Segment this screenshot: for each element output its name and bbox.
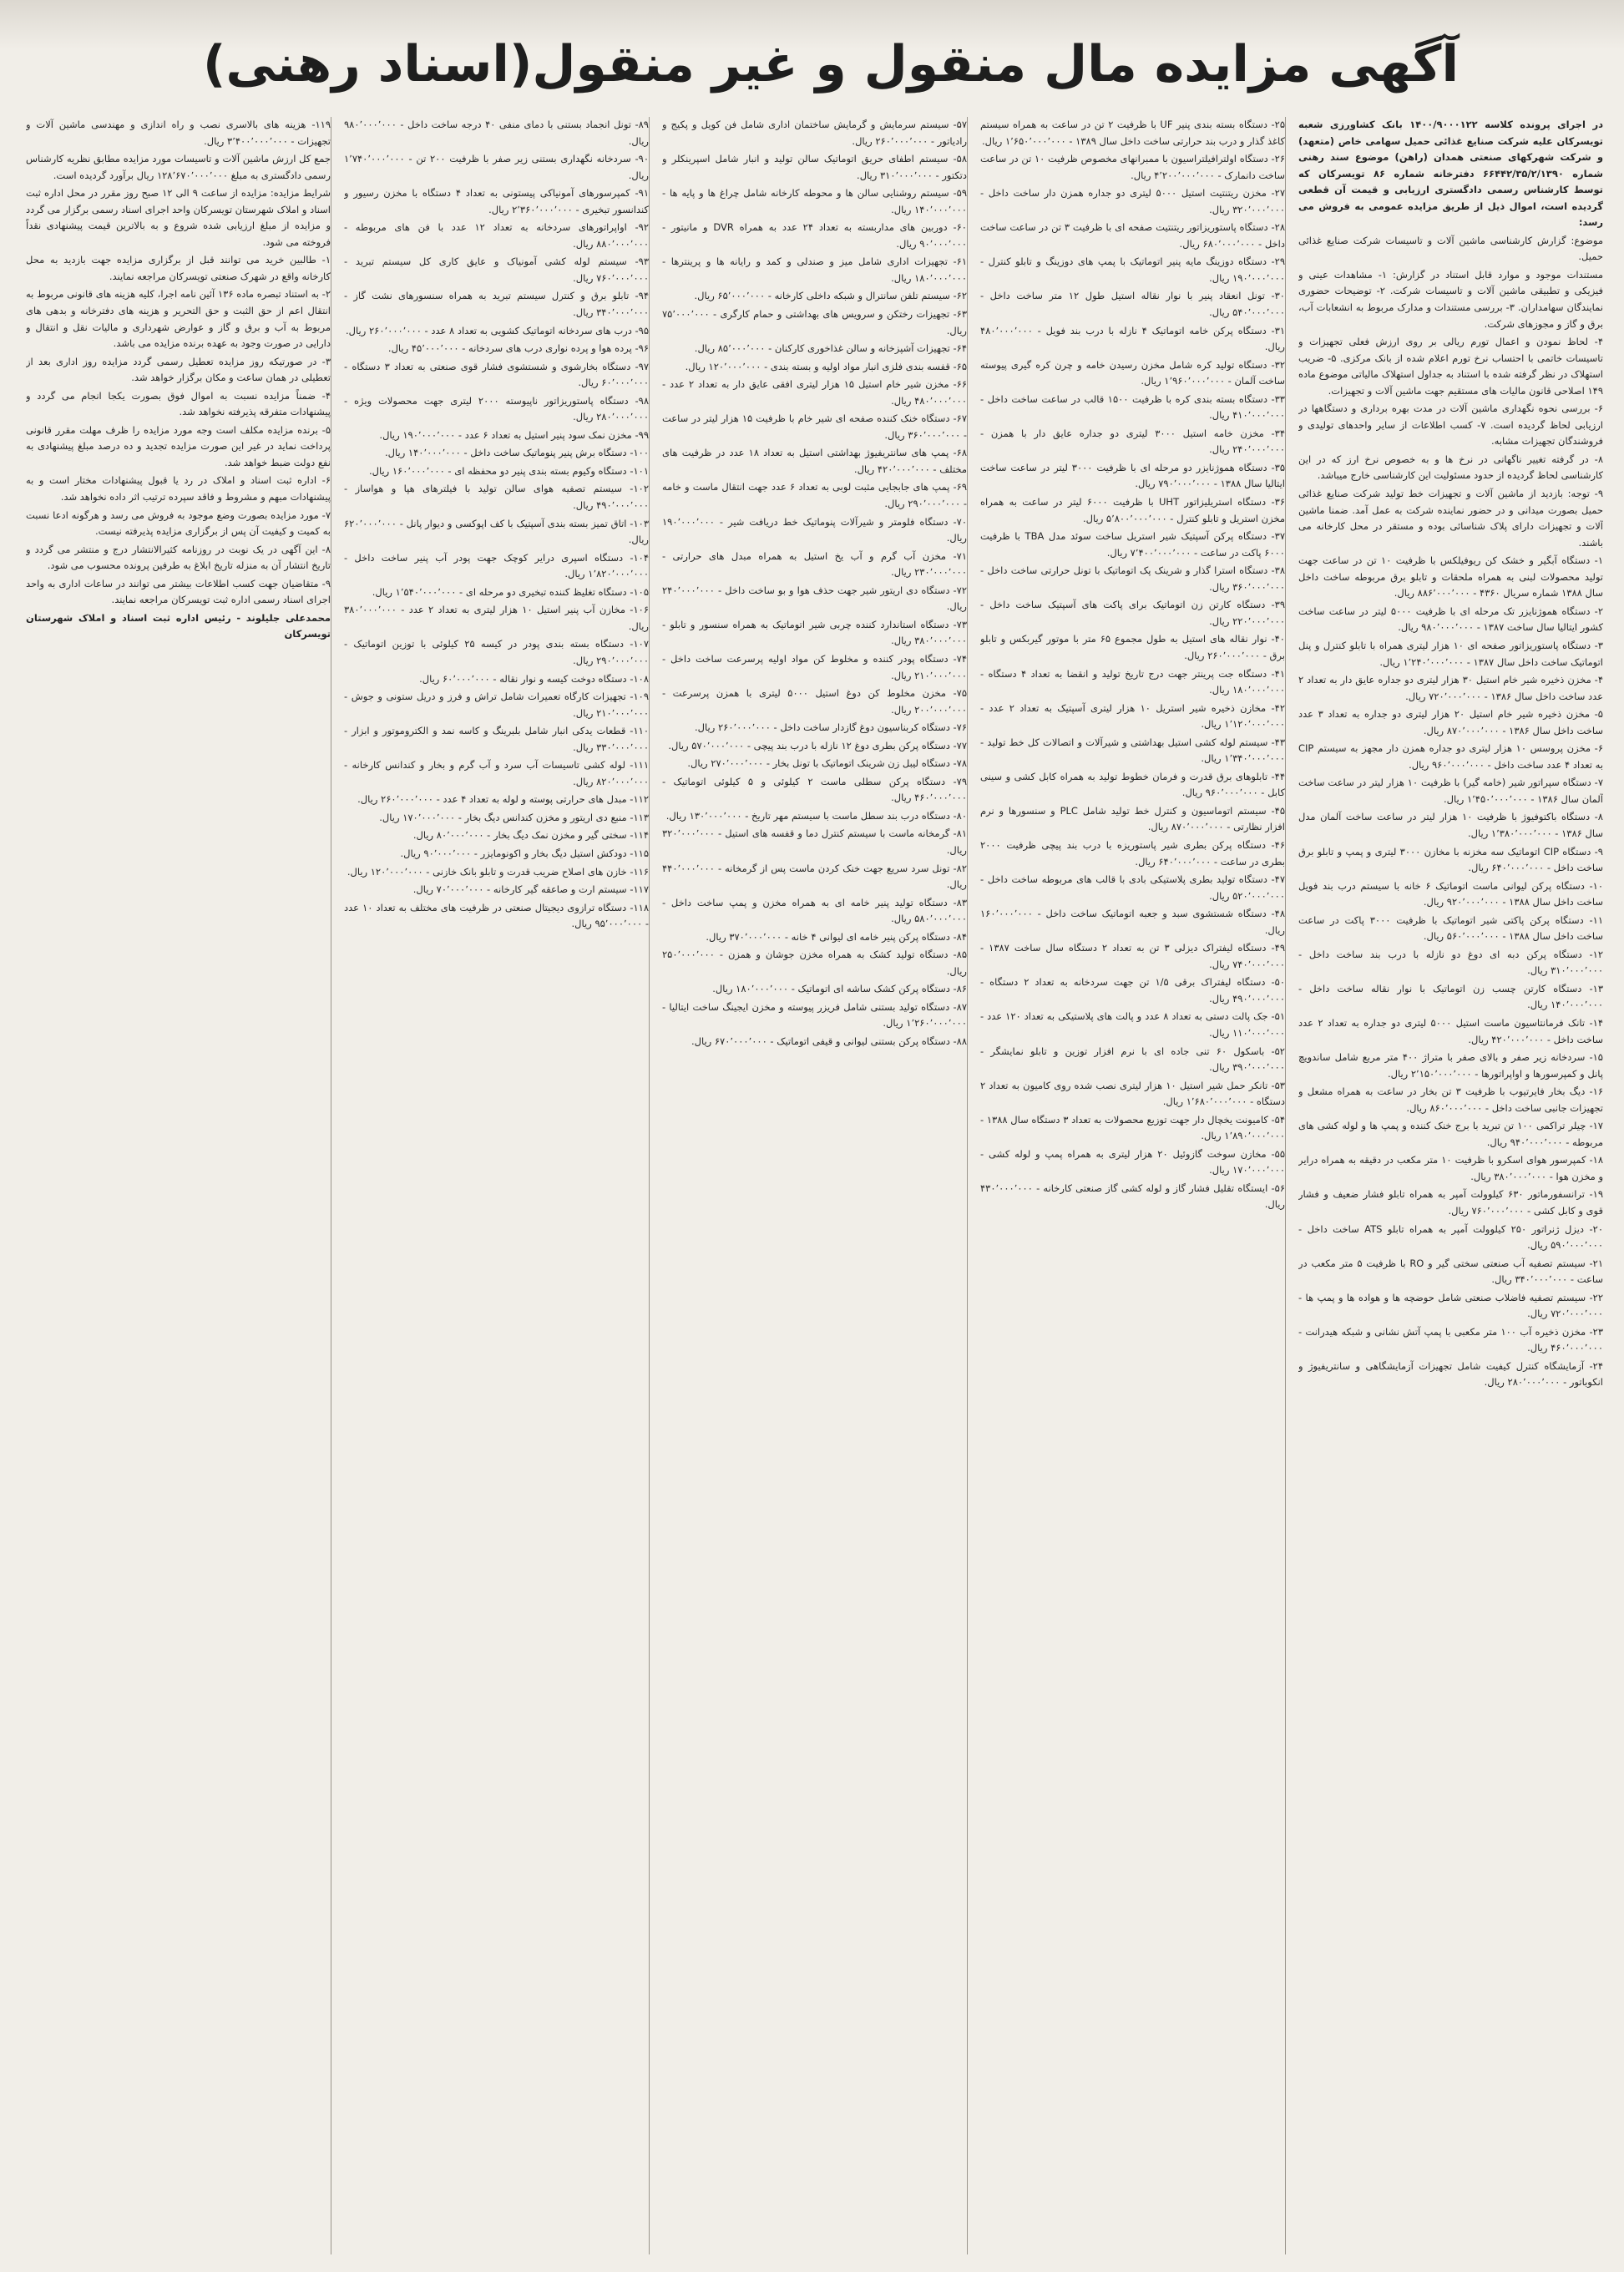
ad-paragraph: ۱۷- چیلر تراکمی ۱۰۰ تن تبرید با برج خنک کننده و پمپ ها و لوله کشی های مربوطه - ۹۴۰٬۰۰۰٬۰۰۰ ریال. — [1298, 1120, 1603, 1148]
ad-paragraph: ۲- به استناد تبصره ماده ۱۳۶ آئین نامه اجرا، کلیه هزینه های قانونی مربوط به انتقال اعم از حق الثبت و حق التحریر و هزینه های دفترخانه و بدهی های مربوط به آب و برق و گاز و عوارض شهرداری و مالیات نقل و انتقال و دارایی در صورت وجود به عهده برنده مزایده می باشد. — [26, 288, 331, 350]
ad-paragraph: ۲۰- دیزل ژنراتور ۲۵۰ کیلوولت آمپر به همراه تابلو ATS ساخت داخل - ۵۹۰٬۰۰۰٬۰۰۰ ریال. — [1298, 1222, 1603, 1252]
ad-paragraph: ۳۳- دستگاه بسته بندی کره با ظرفیت ۱۵۰۰ قالب در ساعت ساخت داخل - ۴۱۰٬۰۰۰٬۰۰۰ ریال. — [980, 392, 1285, 422]
ad-paragraph: ۵۷- سیستم سرمایش و گرمایش ساختمان اداری شامل فن کویل و پکیج و رادیاتور - ۲۶۰٬۰۰۰٬۰۰۰ ریال. — [662, 119, 967, 147]
ad-paragraph: ۷- دستگاه سپراتور شیر (خامه گیر) با ظرفیت ۱۰ هزار لیتر در ساعت ساخت آلمان سال ۱۳۸۶ - ۱٬۴۵۰٬۰۰۰٬۰۰۰ ریال. — [1298, 777, 1603, 805]
ad-paragraph: ۷۴- دستگاه پودر کننده و مخلوط کن مواد اولیه پرسرعت ساخت داخل - ۲۱۰٬۰۰۰٬۰۰۰ ریال. — [662, 652, 967, 681]
ad-paragraph: ۷۸- دستگاه لیبل زن شرینک اتوماتیک با تونل بخار - ۲۷۰٬۰۰۰٬۰۰۰ ریال. — [687, 757, 967, 770]
ad-paragraph: جمع کل ارزش ماشین آلات و تاسیسات مورد مزایده مطابق نظریه کارشناس رسمی دادگستری به مبلغ ۱۲۸٬۶۷۰٬۰۰۰٬۰۰۰ ریال برآورد گردیده است. — [26, 153, 331, 181]
ad-paragraph: ۸۲- تونل سرد سریع جهت خنک کردن ماست پس از گرمخانه - ۴۴۰٬۰۰۰٬۰۰۰ ریال. — [662, 862, 967, 891]
ad-paragraph: ۶۴- تجهیزات آشپزخانه و سالن غذاخوری کارکنان - ۸۵٬۰۰۰٬۰۰۰ ریال. — [694, 342, 967, 355]
ad-paragraph: ۵- برنده مزایده مکلف است وجه مورد مزایده را ظرف مهلت مقرر قانونی پرداخت نماید در غیر این صورت مزایده تجدید و ده درصد مبلغ پیشنهادی به نفع دولت ضبط خواهد شد. — [26, 423, 331, 468]
ad-paragraph: ۳۱- دستگاه پرکن خامه اتوماتیک ۴ نازله با درب بند فویل - ۴۸۰٬۰۰۰٬۰۰۰ ریال. — [980, 324, 1285, 353]
ad-paragraph: ۱۱۲- مبدل های حرارتی پوسته و لوله به تعداد ۴ عدد - ۲۶۰٬۰۰۰٬۰۰۰ ریال. — [357, 793, 649, 806]
ad-paragraph: ۸۹- تونل انجماد بستنی با دمای منفی ۴۰ درجه ساخت داخل - ۹۸۰٬۰۰۰٬۰۰۰ ریال. — [344, 119, 649, 147]
ad-paragraph: ۲۷- مخزن ریتنتیت استیل ۵۰۰۰ لیتری دو جداره همزن دار ساخت داخل - ۳۲۰٬۰۰۰٬۰۰۰ ریال. — [980, 187, 1285, 215]
ad-paragraph: ۱۰۳- اتاق تمیز بسته بندی آسپتیک با کف اپوکسی و دیوار پانل - ۶۲۰٬۰۰۰٬۰۰۰ ریال. — [344, 517, 649, 546]
ad-paragraph: ۱۴- تانک فرمانتاسیون ماست استیل ۵۰۰۰ لیتری دو جداره به تعداد ۲ عدد ساخت داخل - ۴۲۰٬۰۰۰٬۰۰۰ ریال. — [1298, 1016, 1603, 1045]
ad-paragraph: ۵۰- دستگاه لیفتراک برقی ۱/۵ تن جهت سردخانه به تعداد ۲ دستگاه - ۴۹۰٬۰۰۰٬۰۰۰ ریال. — [980, 976, 1285, 1004]
ad-paragraph: ۵۱- جک پالت دستی به تعداد ۸ عدد و پالت های پلاستیکی به تعداد ۱۲۰ عدد - ۱۱۰٬۰۰۰٬۰۰۰ ریال. — [980, 1010, 1285, 1039]
column-divider — [1285, 117, 1286, 2254]
ad-paragraph: ۱۰۶- مخازن آب پنیر استیل ۱۰ هزار لیتری به تعداد ۲ عدد - ۳۸۰٬۰۰۰٬۰۰۰ ریال. — [344, 604, 649, 632]
ad-paragraph: ۸۱- گرمخانه ماست با سیستم کنترل دما و قفسه های استیل - ۳۲۰٬۰۰۰٬۰۰۰ ریال. — [662, 827, 967, 856]
ad-paragraph: در اجرای پرونده کلاسه ۱۴۰۰/۹۰۰۰۱۲۲ بانک کشاورزی شعبه تویسرکان علیه شرکت صنایع غذائی حمیل سهامی خاص (متعهد) و شرکت شهرکهای صنعتی همدان (راهن) موضوع سند رهنی شماره ۶۶۴۴۲/۳۵/۲/۱۳۹۰ دفترخانه شماره ۸۶ تویسرکان که توسط کارشناس رسمی دادگستری ارزیابی و قیمت آن قطعی گردیده است، اموال ذیل از طریق مزایده عمومی به فروش می رسد: — [1298, 119, 1603, 229]
ad-paragraph: ۳۷- دستگاه پرکن آسپتیک شیر استریل ساخت سوئد مدل TBA با ظرفیت ۶۰۰۰ پاکت در ساعت - ۷٬۴۰۰٬۰۰۰٬۰۰۰ ریال. — [980, 530, 1285, 559]
ad-paragraph: ۷۹- دستگاه پرکن سطلی ماست ۲ کیلوئی و ۵ کیلوئی اتوماتیک - ۴۶۰٬۰۰۰٬۰۰۰ ریال. — [662, 775, 967, 804]
column-2 — [980, 117, 1285, 2254]
ad-paragraph: ۳۴- مخزن خامه استیل ۳۰۰۰ لیتری دو جداره عایق دار با همزن - ۲۴۰٬۰۰۰٬۰۰۰ ریال. — [980, 427, 1285, 456]
ad-paragraph: ۱۰۸- دستگاه دوخت کیسه و نوار نقاله - ۶۰٬۰۰۰٬۰۰۰ ریال. — [419, 672, 649, 685]
ad-paragraph: ۴- مخزن ذخیره شیر خام استیل ۳۰ هزار لیتری دو جداره عایق دار به تعداد ۲ عدد ساخت داخل سال ۱۳۸۶ - ۷۲۰٬۰۰۰٬۰۰۰ ریال. — [1298, 674, 1603, 702]
column-1 — [1298, 117, 1603, 2254]
ad-paragraph: ۲- دستگاه هموژنایزر تک مرحله ای با ظرفیت ۵۰۰۰ لیتر در ساعت ساخت کشور ایتالیا سال ساخت ۱۳۸۷ - ۹۸۰٬۰۰۰٬۰۰۰ ریال. — [1298, 605, 1603, 634]
ad-paragraph: ۴۵- سیستم اتوماسیون و کنترل خط تولید شامل PLC و سنسورها و نرم افزار نظارتی - ۸۷۰٬۰۰۰٬۰۰۰ ریال. — [980, 804, 1285, 833]
ad-paragraph: ۵۵- مخازن سوخت گازوئیل ۲۰ هزار لیتری به همراه پمپ و لوله کشی - ۱۷۰٬۰۰۰٬۰۰۰ ریال. — [980, 1147, 1285, 1176]
ad-paragraph: ۹۷- دستگاه بخارشوی و شستشوی فشار قوی صنعتی به تعداد ۳ دستگاه - ۶۰٬۰۰۰٬۰۰۰ ریال. — [344, 360, 649, 389]
ad-paragraph: ۳- دستگاه پاستوریزاتور صفحه ای ۱۰ هزار لیتری همراه با تابلو کنترل و پنل اتوماتیک ساخت داخل سال ۱۳۸۷ - ۱٬۲۴۰٬۰۰۰٬۰۰۰ ریال. — [1298, 639, 1603, 668]
ad-paragraph: ۱۰۴- دستگاه اسپری درایر کوچک جهت پودر آب پنیر ساخت داخل - ۱٬۸۲۰٬۰۰۰٬۰۰۰ ریال. — [344, 551, 649, 580]
ad-paragraph: ۹۸- دستگاه پاستوریزاتور ناپیوسته ۲۰۰۰ لیتری جهت محصولات ویژه - ۲۸۰٬۰۰۰٬۰۰۰ ریال. — [344, 394, 649, 423]
ad-paragraph: ۱۰۷- دستگاه بسته بندی پودر در کیسه ۲۵ کیلوئی با توزین اتوماتیک - ۲۹۰٬۰۰۰٬۰۰۰ ریال. — [344, 638, 649, 666]
ad-paragraph: ۷۲- دستگاه دی اریتور شیر جهت حذف هوا و بو ساخت داخل - ۲۴۰٬۰۰۰٬۰۰۰ ریال. — [662, 584, 967, 613]
ad-paragraph: ۸۳- دستگاه تولید پنیر خامه ای به همراه مخزن و پمپ ساخت داخل - ۵۸۰٬۰۰۰٬۰۰۰ ریال. — [662, 896, 967, 925]
ad-paragraph: ۳۵- دستگاه هموژنایزر دو مرحله ای با ظرفیت ۳۰۰۰ لیتر در ساعت ساخت ایتالیا سال ۱۳۸۸ - ۷۹۰٬۰۰۰٬۰۰۰ ریال. — [980, 461, 1285, 490]
ad-paragraph: ۱۰۱- دستگاه وکیوم بسته بندی پنیر دو محفظه ای - ۱۶۰٬۰۰۰٬۰۰۰ ریال. — [368, 464, 649, 477]
ad-paragraph: ۴- لحاظ نمودن و اعمال تورم ریالی بر روی ارزش فعلی تجهیزات و تاسیسات خاتمی با احتساب نرخ تورم اعلام شده از بانک مرکزی. ۵- ضریب استهلاک در نظر گرفته شده با استناد به جداول استهلاک مالیاتی موضوع ماده ۱۴۹ اصلاحی قانون مالیات های مستقیم جهت ماشین آلات و تجهیزات. — [1298, 336, 1603, 397]
column-divider — [967, 117, 968, 2254]
ad-paragraph: ۶- بررسی نحوه نگهداری ماشین آلات در مدت بهره برداری و دستگاهها در ارزیابی لحاظ گردیده است. ۷- کسب اطلاعات از سایر واحدهای تولیدی و فروشندگان تجهیزات مشابه. — [1298, 402, 1603, 448]
ad-paragraph: ۶۵- قفسه بندی فلزی انبار مواد اولیه و بسته بندی - ۱۲۰٬۰۰۰٬۰۰۰ ریال. — [685, 360, 967, 372]
ad-paragraph: ۱۱۰- قطعات یدکی انبار شامل بلبرینگ و کاسه نمد و الکتروموتور و ابزار - ۳۳۰٬۰۰۰٬۰۰۰ ریال. — [344, 725, 649, 753]
ad-paragraph: ۸- این آگهی در یک نوبت در روزنامه کثیرالانتشار درج و منتشر می گردد و تاریخ انتشار آن به منزله تاریخ ابلاغ به طرفین پرونده محسوب می شود. — [26, 543, 331, 572]
ad-paragraph: ۹۳- سیستم لوله کشی آمونیاک و عایق کاری کل سیستم تبرید - ۷۶۰٬۰۰۰٬۰۰۰ ریال. — [344, 256, 649, 284]
ad-paragraph: ۶۲- سیستم تلفن سانترال و شبکه داخلی کارخانه - ۶۵٬۰۰۰٬۰۰۰ ریال. — [694, 290, 967, 302]
ad-paragraph: مستندات موجود و موارد قابل استناد در گزارش: ۱- مشاهدات عینی و فیزیکی و تطبیقی ماشین آلات و تاسیسات شرکت. ۲- توضیحات حضوری نمایندگان سهامداران. ۳- بررسی مستندات و مدارک مربوط به انشعابات آب، برق و گاز و مجوزهای شرکت. — [1298, 268, 1603, 330]
ad-paragraph: ۲۲- سیستم تصفیه فاضلاب صنعتی شامل حوضچه ها و هواده ها و پمپ ها - ۷۲۰٬۰۰۰٬۰۰۰ ریال. — [1298, 1291, 1603, 1320]
ad-paragraph: ۱۰۲- سیستم تصفیه هوای سالن تولید با فیلترهای هپا و هواساز - ۴۹۰٬۰۰۰٬۰۰۰ ریال. — [344, 483, 649, 512]
ad-paragraph: ۱۹- ترانسفورماتور ۶۳۰ کیلوولت آمپر به همراه تابلو فشار ضعیف و فشار قوی و کابل کشی - ۷۶۰٬۰۰۰٬۰۰۰ ریال. — [1298, 1188, 1603, 1217]
ad-paragraph: ۱۵- سردخانه زیر صفر و بالای صفر با متراژ ۴۰۰ متر مربع شامل ساندویچ پانل و کمپرسورها و اواپراتورها - ۲٬۱۵۰٬۰۰۰٬۰۰۰ ریال. — [1298, 1051, 1603, 1080]
ad-paragraph: ۳۶- دستگاه استریلیزاتور UHT با ظرفیت ۶۰۰۰ لیتر در ساعت به همراه مخزن استریل و تابلو کنترل - ۵٬۸۰۰٬۰۰۰٬۰۰۰ ریال. — [980, 496, 1285, 524]
ad-paragraph: ۵- مخزن ذخیره شیر خام استیل ۲۰ هزار لیتری دو جداره به تعداد ۳ عدد ساخت داخل سال ۱۳۸۶ - ۸۷۰٬۰۰۰٬۰۰۰ ریال. — [1298, 708, 1603, 736]
ad-paragraph: ۱۰۰- دستگاه برش پنیر پنوماتیک ساخت داخل - ۱۴۰٬۰۰۰٬۰۰۰ ریال. — [384, 447, 649, 459]
ad-paragraph: ۵۲- باسکول ۶۰ تنی جاده ای با نرم افزار توزین و تابلو نمایشگر - ۳۹۰٬۰۰۰٬۰۰۰ ریال. — [980, 1045, 1285, 1074]
ad-paragraph: شرایط مزایده: مزایده از ساعت ۹ الی ۱۲ صبح روز مقرر در محل اداره ثبت اسناد و املاک شهرستان تویسرکان واحد اجرای اسناد رسمی برگزار می گردد و مزایده از مبلغ ارزیابی شده شروع و به بالاترین قیمت پیشنهادی نقداً فروخته می شود. — [26, 187, 331, 248]
ad-paragraph: ۲۴- آزمایشگاه کنترل کیفیت شامل تجهیزات آزمایشگاهی و سانتریفیوژ و انکوباتور - ۲۸۰٬۰۰۰٬۰۰۰ ریال. — [1298, 1359, 1603, 1389]
ad-paragraph: ۴۷- دستگاه تولید بطری پلاستیکی بادی با قالب های مربوطه ساخت داخل - ۵۲۰٬۰۰۰٬۰۰۰ ریال. — [980, 873, 1285, 902]
ad-paragraph: ۳۲- دستگاه تولید کره شامل مخزن رسیدن خامه و چرن کره گیری پیوسته ساخت آلمان - ۱٬۹۶۰٬۰۰۰٬۰۰۰ ریال. — [980, 358, 1285, 387]
ad-paragraph: ۱۱۳- منبع دی اریتور و مخزن کندانس دیگ بخار - ۱۷۰٬۰۰۰٬۰۰۰ ریال. — [379, 811, 649, 823]
ad-paragraph: ۹۶- پرده هوا و پرده نواری درب های سردخانه - ۴۵٬۰۰۰٬۰۰۰ ریال. — [387, 342, 649, 355]
ad-paragraph: ۲۵- دستگاه بسته بندی پنیر UF با ظرفیت ۲ تن در ساعت به همراه سیستم کاغذ گذار و درب بند حرارتی ساخت داخل سال ۱۳۸۹ - ۱٬۶۵۰٬۰۰۰٬۰۰۰ ریال. — [980, 119, 1285, 147]
ad-paragraph: ۹- توجه: بازدید از ماشین آلات و تجهیزات خط تولید شرکت صنایع غذائی حمیل بصورت میدانی و در حضور نماینده شرکت به عمل آمد. ضمنا ماشین آلات و تجهیزات دارای پلاک شناسائی بوده و مستقر در محل کارخانه می باشند. — [1298, 488, 1603, 549]
column-4 — [344, 117, 649, 2254]
ad-paragraph: ۴۹- دستگاه لیفتراک دیزلی ۳ تن به تعداد ۲ دستگاه سال ساخت ۱۳۸۷ - ۷۴۰٬۰۰۰٬۰۰۰ ریال. — [980, 942, 1285, 970]
ad-paragraph: ۴- ضمناً مزایده نسبت به اموال فوق بصورت یکجا انجام می گردد و پیشنهادات متفرقه پذیرفته نخواهد شد. — [26, 389, 331, 418]
ad-paragraph: ۵۹- سیستم روشنایی سالن ها و محوطه کارخانه شامل چراغ ها و پایه ها - ۱۴۰٬۰۰۰٬۰۰۰ ریال. — [662, 187, 967, 215]
ad-paragraph: ۶۳- تجهیزات رختکن و سرویس های بهداشتی و حمام کارگری - ۷۵٬۰۰۰٬۰۰۰ ریال. — [662, 308, 967, 336]
ad-paragraph: ۱۱۶- خازن های اصلاح ضریب قدرت و تابلو بانک خازنی - ۱۲۰٬۰۰۰٬۰۰۰ ریال. — [347, 865, 649, 878]
ad-body — [25, 117, 1603, 2254]
ad-paragraph: ۲۹- دستگاه دوزینگ مایه پنیر اتوماتیک با پمپ های دوزینگ و تابلو کنترل - ۱۹۰٬۰۰۰٬۰۰۰ ریال. — [980, 256, 1285, 284]
ad-paragraph: ۹۰- سردخانه نگهداری بستنی زیر صفر با ظرفیت ۲۰۰ تن - ۱٬۷۴۰٬۰۰۰٬۰۰۰ ریال. — [344, 153, 649, 181]
ad-paragraph: ۲۸- دستگاه پاستوریزاتور ریتنتیت صفحه ای با ظرفیت ۳ تن در ساعت ساخت داخل - ۶۸۰٬۰۰۰٬۰۰۰ ریال. — [980, 221, 1285, 250]
ad-paragraph: ۶۹- پمپ های جابجایی مثبت لوبی به تعداد ۶ عدد جهت انتقال ماست و خامه - ۲۹۰٬۰۰۰٬۰۰۰ ریال. — [662, 481, 967, 510]
ad-paragraph: ۲۶- دستگاه اولترافیلتراسیون با ممبرانهای مخصوص ظرفیت ۱۰ تن در ساعت ساخت دانمارک - ۴٬۲۰۰٬۰۰۰٬۰۰۰ ریال. — [980, 153, 1285, 181]
ad-paragraph: ۷۳- دستگاه استاندارد کننده چربی شیر اتوماتیک به همراه سنسور و تابلو - ۳۸۰٬۰۰۰٬۰۰۰ ریال. — [662, 618, 967, 647]
ad-paragraph: ۴۲- مخازن ذخیره شیر استریل ۱۰ هزار لیتری آسپتیک به تعداد ۲ عدد - ۱٬۱۲۰٬۰۰۰٬۰۰۰ ریال. — [980, 701, 1285, 731]
ad-paragraph: ۳۸- دستگاه استرا گذار و شرینک پک اتوماتیک با تونل حرارتی ساخت داخل - ۳۶۰٬۰۰۰٬۰۰۰ ریال. — [980, 564, 1285, 593]
column-3 — [662, 117, 967, 2254]
ad-paragraph: ۸- در گرفته تغییر ناگهانی در نرخ ها و به خصوص نرخ ارز که در این کارشناسی لحاظ گردیده از حدود مسئولیت این کارشناسی خارج میباشد. — [1298, 453, 1603, 482]
ad-paragraph: ۹۹- مخزن نمک سود پنیر استیل به تعداد ۶ عدد - ۱۹۰٬۰۰۰٬۰۰۰ ریال. — [379, 428, 649, 441]
ad-paragraph: ۱۳- دستگاه کارتن چسب زن اتوماتیک با نوار نقاله ساخت داخل - ۱۴۰٬۰۰۰٬۰۰۰ ریال. — [1298, 982, 1603, 1011]
ad-paragraph: ۷۶- دستگاه کربناسیون دوغ گازدار ساخت داخل - ۲۶۰٬۰۰۰٬۰۰۰ ریال. — [695, 721, 967, 734]
ad-paragraph: ۶- اداره ثبت اسناد و املاک در رد یا قبول پیشنهادات مختار است و به پیشنهادات مبهم و مشروط و فاقد سپرده ترتیب اثر داده نخواهد شد. — [26, 474, 331, 503]
ad-paragraph: ۴۰- نوار نقاله های استیل به طول مجموع ۶۵ متر با موتور گیربکس و تابلو برق - ۲۶۰٬۰۰۰٬۰۰۰ ریال. — [980, 633, 1285, 661]
ad-paragraph: ۱۰- دستگاه پرکن لیوانی ماست اتوماتیک ۶ خانه با سیستم درب بند فویل ساخت داخل سال ۱۳۸۸ - ۹۲۰٬۰۰۰٬۰۰۰ ریال. — [1298, 879, 1603, 908]
ad-paragraph: ۸۸- دستگاه پرکن بستنی لیوانی و قیفی اتوماتیک - ۶۷۰٬۰۰۰٬۰۰۰ ریال. — [691, 1035, 967, 1047]
ad-paragraph: موضوع: گزارش کارشناسی ماشین آلات و تاسیسات شرکت صنایع غذائی حمیل. — [1298, 234, 1603, 263]
ad-paragraph: ۳۰- تونل انعقاد پنیر با نوار نقاله استیل طول ۱۲ متر ساخت داخل - ۵۴۰٬۰۰۰٬۰۰۰ ریال. — [980, 290, 1285, 319]
ad-paragraph: ۸۷- دستگاه تولید بستنی شامل فریزر پیوسته و مخزن ایجینگ ساخت ایتالیا - ۱٬۲۶۰٬۰۰۰٬۰۰۰ ریال. — [662, 1000, 967, 1030]
ad-paragraph: ۴۴- تابلوهای برق قدرت و فرمان خطوط تولید به همراه کابل کشی و سینی کابل - ۹۶۰٬۰۰۰٬۰۰۰ ریال. — [980, 770, 1285, 799]
ad-paragraph: ۱۱۹- هزینه های بالاسری نصب و راه اندازی و مهندسی ماشین آلات و تجهیزات - ۳٬۴۰۰٬۰۰۰٬۰۰۰ ریال. — [26, 119, 331, 147]
ad-paragraph: ۶۰- دوربین های مداربسته به تعداد ۲۴ عدد به همراه DVR و مانیتور - ۹۰٬۰۰۰٬۰۰۰ ریال. — [662, 221, 967, 250]
ad-paragraph: ۶۶- مخزن شیر خام استیل ۱۵ هزار لیتری افقی عایق دار به تعداد ۲ عدد - ۴۸۰٬۰۰۰٬۰۰۰ ریال. — [662, 378, 967, 407]
ad-paragraph: ۹۵- درب های سردخانه اتوماتیک کشویی به تعداد ۸ عدد - ۲۶۰٬۰۰۰٬۰۰۰ ریال. — [346, 324, 649, 336]
ad-paragraph: ۱- دستگاه آبگیر و خشک کن ریوفیلکس با ظرفیت ۱۰ تن در ساعت جهت تولید محصولات لبنی به همراه ملحقات و تابلو برق مربوطه ساخت داخل سال ۱۳۸۸ شماره سریال ۴۳۶۰ - ۸۸۶٬۰۰۰٬۰۰۰ ریال. — [1298, 554, 1603, 600]
ad-paragraph: ۱۱۱- لوله کشی تاسیسات آب سرد و آب گرم و بخار و کندانس کارخانه - ۸۲۰٬۰۰۰٬۰۰۰ ریال. — [344, 759, 649, 787]
ad-title: آگهی مزایده مال منقول و غیر منقول(اسناد رهنی) — [202, 35, 1460, 94]
ad-paragraph: ۱۰۹- تجهیزات کارگاه تعمیرات شامل تراش و فرز و دریل ستونی و جوش - ۲۱۰٬۰۰۰٬۰۰۰ ریال. — [344, 691, 649, 719]
ad-paragraph: ۶۱- تجهیزات اداری شامل میز و صندلی و کمد و رایانه ها و پرینترها - ۱۸۰٬۰۰۰٬۰۰۰ ریال. — [662, 256, 967, 284]
ad-paragraph: ۷۵- مخزن مخلوط کن دوغ استیل ۵۰۰۰ لیتری با همزن پرسرعت - ۲۰۰٬۰۰۰٬۰۰۰ ریال. — [662, 687, 967, 716]
ad-paragraph: ۱۲- دستگاه پرکن دبه ای دوغ دو نازله با درب بند ساخت داخل - ۳۱۰٬۰۰۰٬۰۰۰ ریال. — [1298, 948, 1603, 977]
column-divider — [649, 117, 650, 2254]
ad-paragraph: ۷- مورد مزایده بصورت وضع موجود به فروش می رسد و هرگونه ادعا نسبت به کمیت و کیفیت آن پس از برگزاری مزایده پذیرفته نیست. — [26, 509, 331, 538]
ad-paragraph: ۹- متقاضیان جهت کسب اطلاعات بیشتر می توانند در ساعات اداری به واحد اجرای اسناد رسمی اداره ثبت تویسرکان مراجعه نمایند. — [26, 577, 331, 606]
ad-paragraph: ۵۳- تانکر حمل شیر استیل ۱۰ هزار لیتری نصب شده روی کامیون به تعداد ۲ دستگاه - ۱٬۶۸۰٬۰۰۰٬۰۰۰ ریال. — [980, 1079, 1285, 1108]
ad-paragraph: ۴۸- دستگاه شستشوی سبد و جعبه اتوماتیک ساخت داخل - ۱۶۰٬۰۰۰٬۰۰۰ ریال. — [980, 908, 1285, 936]
ad-paragraph: ۹۱- کمپرسورهای آمونیاکی پیستونی به تعداد ۴ دستگاه با مخزن رسیور و کندانسور تبخیری - ۲٬۳۶۰٬۰۰۰٬۰۰۰ ریال. — [344, 187, 649, 215]
ad-paragraph: ۱۱۵- دودکش استیل دیگ بخار و اکونومایزر - ۹۰٬۰۰۰٬۰۰۰ ریال. — [400, 847, 649, 859]
ad-paragraph: ۷۷- دستگاه پرکن بطری دوغ ۱۲ نازله با درب بند پیچی - ۵۷۰٬۰۰۰٬۰۰۰ ریال. — [668, 739, 967, 751]
ad-paragraph: ۸- دستگاه باکتوفیوژ با ظرفیت ۱۰ هزار لیتر در ساعت ساخت آلمان مدل سال ۱۳۸۶ - ۱٬۳۸۰٬۰۰۰٬۰۰۰ ریال. — [1298, 811, 1603, 839]
ad-paragraph: ۲۳- مخزن ذخیره آب ۱۰۰ متر مکعبی با پمپ آتش نشانی و شبکه هیدرانت - ۴۶۰٬۰۰۰٬۰۰۰ ریال. — [1298, 1325, 1603, 1354]
ad-paragraph: ۹۲- اواپراتورهای سردخانه به تعداد ۱۲ عدد با فن های مربوطه - ۸۸۰٬۰۰۰٬۰۰۰ ریال. — [344, 221, 649, 250]
ad-paragraph: ۹- دستگاه CIP اتوماتیک سه مخزنه با مخازن ۳۰۰۰ لیتری و پمپ و تابلو برق ساخت داخل - ۶۴۰٬۰۰۰٬۰۰۰ ریال. — [1298, 845, 1603, 874]
ad-paragraph: ۵۸- سیستم اطفای حریق اتوماتیک سالن تولید و انبار شامل اسپرینکلر و دتکتور - ۳۱۰٬۰۰۰٬۰۰۰ ریال. — [662, 153, 967, 181]
ad-paragraph: ۶۷- دستگاه خنک کننده صفحه ای شیر خام با ظرفیت ۱۵ هزار لیتر در ساعت - ۳۶۰٬۰۰۰٬۰۰۰ ریال. — [662, 412, 967, 441]
ad-paragraph: ۵۶- ایستگاه تقلیل فشار گاز و لوله کشی گاز صنعتی کارخانه - ۴۳۰٬۰۰۰٬۰۰۰ ریال. — [980, 1182, 1285, 1211]
ad-paragraph: ۱۰۵- دستگاه تغلیظ کننده تبخیری دو مرحله ای - ۱٬۵۴۰٬۰۰۰٬۰۰۰ ریال. — [372, 585, 649, 598]
signature-line: محمدعلی جلیلوند - رئیس اداره ثبت اسناد و املاک شهرستان تویسرکان — [26, 611, 331, 640]
ad-paragraph: ۱۱- دستگاه پرکن پاکتی شیر اتوماتیک با ظرفیت ۳۰۰۰ پاکت در ساعت ساخت داخل سال ۱۳۸۸ - ۵۶۰٬۰۰۰٬۰۰۰ ریال. — [1298, 913, 1603, 943]
ad-paragraph: ۸۶- دستگاه پرکن کشک ساشه ای اتوماتیک - ۱۸۰٬۰۰۰٬۰۰۰ ریال. — [712, 983, 967, 995]
ad-paragraph: ۷۱- مخزن آب گرم و آب یخ استیل به همراه مبدل های حرارتی - ۲۳۰٬۰۰۰٬۰۰۰ ریال. — [662, 549, 967, 579]
column-5 — [26, 117, 331, 2254]
ad-paragraph: ۱۱۴- سختی گیر و مخزن نمک دیگ بخار - ۸۰٬۰۰۰٬۰۰۰ ریال. — [412, 829, 649, 842]
ad-paragraph: ۳۹- دستگاه کارتن زن اتوماتیک برای پاکت های آسپتیک ساخت داخل - ۲۲۰٬۰۰۰٬۰۰۰ ریال. — [980, 599, 1285, 627]
ad-paragraph: ۴۳- سیستم لوله کشی استیل بهداشتی و شیرآلات و اتصالات کل خط تولید - ۱٬۳۴۰٬۰۰۰٬۰۰۰ ریال. — [980, 736, 1285, 765]
ad-paragraph: ۱۸- کمپرسور هوای اسکرو با ظرفیت ۱۰ متر مکعب در دقیقه به همراه درایر و مخزن هوا - ۳۸۰٬۰۰۰٬۰۰۰ ریال. — [1298, 1154, 1603, 1182]
ad-header — [67, 25, 1595, 104]
ad-paragraph: ۶۸- پمپ های سانتریفیوژ بهداشتی استیل به تعداد ۱۸ عدد در ظرفیت های مختلف - ۴۲۰٬۰۰۰٬۰۰۰ ریال. — [662, 447, 967, 475]
ad-paragraph: ۱- طالبین خرید می توانند قبل از برگزاری مزایده جهت بازدید به محل کارخانه واقع در شهرک صنعتی تویسرکان مراجعه نمایند. — [26, 254, 331, 282]
ad-paragraph: ۴۱- دستگاه جت پرینتر جهت درج تاریخ تولید و انقضا به تعداد ۴ دستگاه - ۱۸۰٬۰۰۰٬۰۰۰ ریال. — [980, 667, 1285, 696]
ad-paragraph: ۶- مخزن پروسس ۱۰ هزار لیتری دو جداره همزن دار مجهز به سیستم CIP به تعداد ۴ عدد ساخت داخل - ۹۶۰٬۰۰۰٬۰۰۰ ریال. — [1298, 742, 1603, 771]
ad-paragraph: ۴۶- دستگاه پرکن بطری شیر پاستوریزه با درب بند پیچی ظرفیت ۲۰۰۰ بطری در ساعت - ۶۴۰٬۰۰۰٬۰۰۰ ریال. — [980, 838, 1285, 868]
ad-paragraph: ۳- در صورتیکه روز مزایده تعطیل رسمی گردد مزایده روز اداری بعد از تعطیلی در همان ساعت و مکان برگزار خواهد شد. — [26, 355, 331, 384]
ad-paragraph: ۵۴- کامیونت یخچال دار جهت توزیع محصولات به تعداد ۳ دستگاه سال ۱۳۸۸ - ۱٬۸۹۰٬۰۰۰٬۰۰۰ ریال. — [980, 1113, 1285, 1142]
ad-paragraph: ۱۱۸- دستگاه ترازوی دیجیتال صنعتی در ظرفیت های مختلف به تعداد ۱۰ عدد - ۹۵٬۰۰۰٬۰۰۰ ریال. — [344, 901, 649, 930]
ad-paragraph: ۸۰- دستگاه درب بند سطل ماست با سیستم مهر تاریخ - ۱۳۰٬۰۰۰٬۰۰۰ ریال. — [665, 809, 967, 822]
ad-paragraph: ۸۴- دستگاه پرکن پنیر خامه ای لیوانی ۴ خانه - ۳۷۰٬۰۰۰٬۰۰۰ ریال. — [706, 930, 967, 943]
ad-paragraph: ۹۴- تابلو برق و کنترل سیستم تبرید به همراه سنسورهای نشت گاز - ۳۴۰٬۰۰۰٬۰۰۰ ریال. — [344, 290, 649, 319]
ad-paragraph: ۷۰- دستگاه فلومتر و شیرآلات پنوماتیک خط دریافت شیر - ۱۹۰٬۰۰۰٬۰۰۰ ریال. — [662, 515, 967, 544]
ad-paragraph: ۱۶- دیگ بخار فایرتیوب با ظرفیت ۳ تن بخار در ساعت به همراه مشعل و تجهیزات جانبی ساخت داخل - ۸۶۰٬۰۰۰٬۰۰۰ ریال. — [1298, 1085, 1603, 1114]
ad-paragraph: ۲۱- سیستم تصفیه آب صنعتی سختی گیر و RO با ظرفیت ۵ متر مکعب در ساعت - ۳۴۰٬۰۰۰٬۰۰۰ ریال. — [1298, 1257, 1603, 1286]
ad-paragraph: ۸۵- دستگاه تولید کشک به همراه مخزن جوشان و همزن - ۲۵۰٬۰۰۰٬۰۰۰ ریال. — [662, 949, 967, 977]
ad-paragraph: ۱۱۷- سیستم ارت و صاعقه گیر کارخانه - ۷۰٬۰۰۰٬۰۰۰ ریال. — [412, 883, 649, 896]
